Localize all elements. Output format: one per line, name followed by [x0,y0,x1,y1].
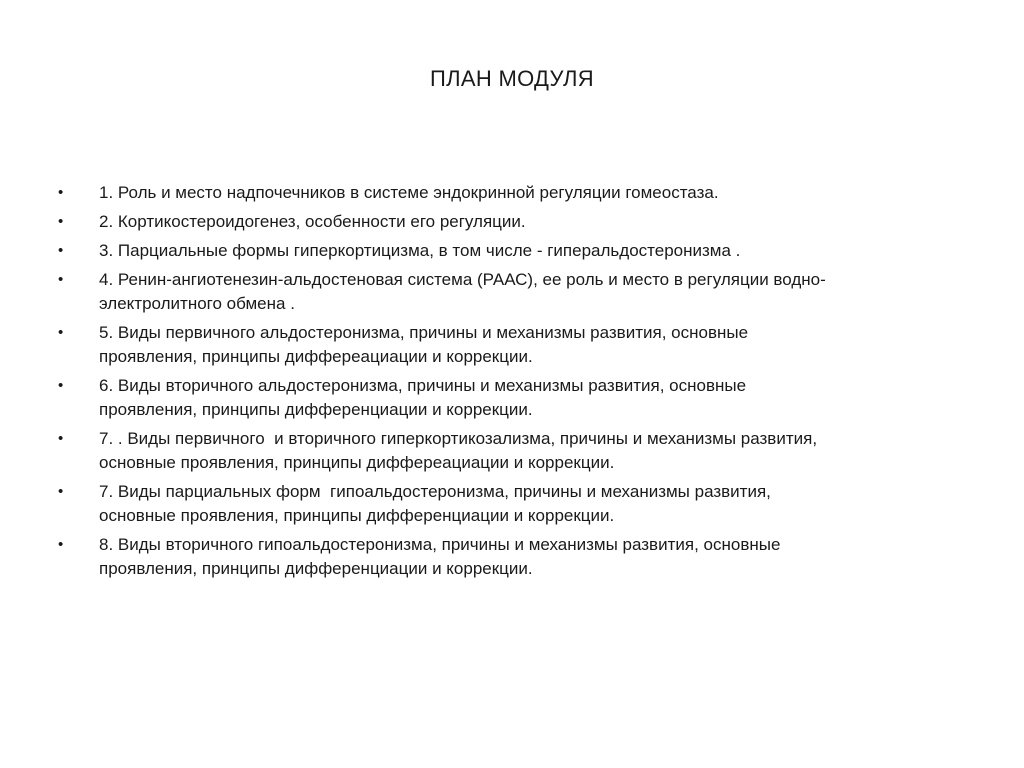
bullet-icon: • [58,324,64,341]
bullet-icon: • [58,271,64,288]
list-item-text: 1. Роль и место надпочечников в системе эндокринной регуляции гомеостаза. [99,183,719,202]
bullet-icon: • [58,483,64,500]
bullet-icon: • [58,536,64,553]
list-item-text: 7. . Виды первичного и вторичного гиперкортикозализма, причины и механизмы развития, основные проявления, принципы диффереациации и коррекции. [99,429,818,472]
slide-title: ПЛАН МОДУЛЯ [430,66,594,91]
list-item-text: 8. Виды вторичного гипоальдостеронизма, причины и механизмы развития, основные проявления, принципы дифференциации и коррекции. [99,535,781,578]
list-item [58,268,963,316]
list-item [58,374,963,422]
list-item [58,427,963,475]
list-item [58,533,963,581]
list-item-text: 5. Виды первичного альдостеронизма, причины и механизмы развития, основные проявления, принципы диффереациации и коррекции. [99,323,749,366]
list-item [58,321,963,369]
list-item-text: 7. Виды парциальных форм гипоальдостеронизма, причины и механизмы развития, основные проявления, принципы дифференциации и коррекции. [99,482,771,525]
list-item-text: 2. Кортикостероидогенез, особенности его регуляции. [99,212,526,231]
bullet-icon: • [58,242,64,259]
list-item [58,181,963,205]
bullet-icon: • [58,184,64,201]
plan-list [58,181,963,586]
bullet-icon: • [58,213,64,230]
bullet-icon: • [58,430,64,447]
bullet-icon: • [58,377,64,394]
list-item-text: 3. Парциальные формы гиперкортицизма, в том числе - гиперальдостеронизма . [99,241,741,260]
list-item-text: 4. Ренин-ангиотенезин-альдостеновая система (РААС), ее роль и место в регуляции водно- электролитного обмена . [99,270,826,313]
list-item [58,480,963,528]
list-item [58,210,963,234]
list-item [58,239,963,263]
list-item-text: 6. Виды вторичного альдостеронизма, причины и механизмы развития, основные проявления, принципы дифференциации и коррекции. [99,376,747,419]
